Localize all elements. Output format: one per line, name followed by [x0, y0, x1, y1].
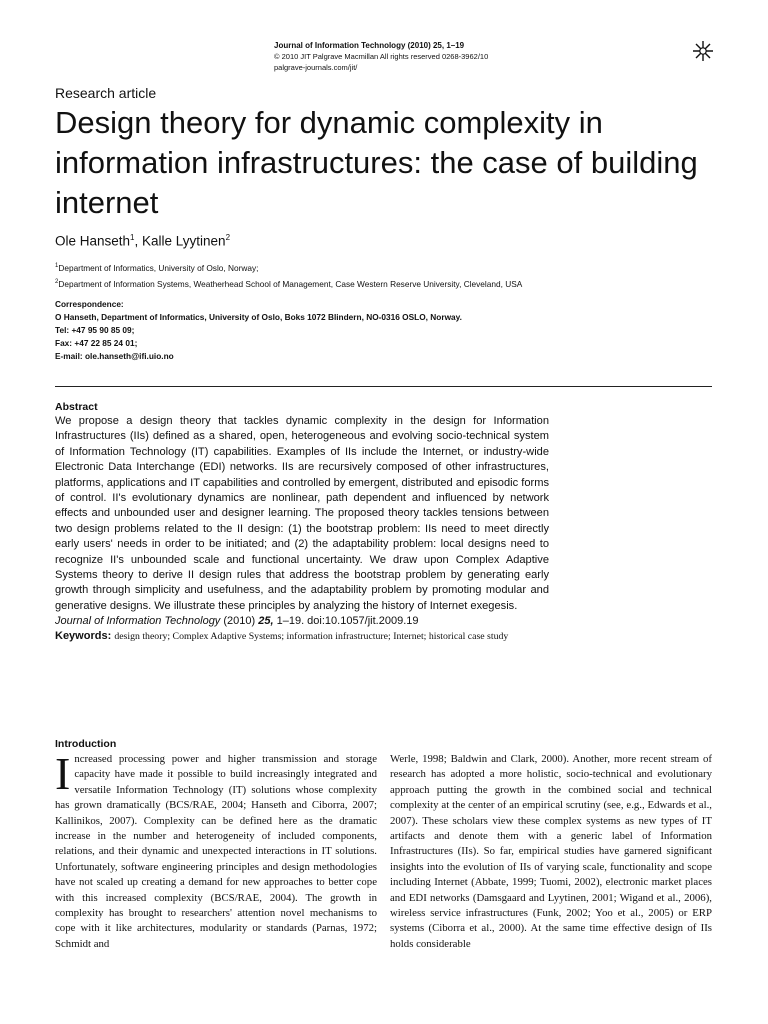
citation-year: (2010): [223, 615, 256, 628]
citation-pages-doi: 1–19. doi:10.1057/jit.2009.19: [276, 615, 419, 628]
journal-citation: Journal of Information Technology (2010) 25, 1–19: [274, 41, 465, 50]
correspondence-email[interactable]: E-mail: ole.hanseth@ifi.uio.no: [55, 351, 174, 361]
citation-line: [55, 614, 549, 629]
affiliation-mark: 2: [55, 278, 59, 285]
correspondence-label: Correspondence:: [55, 299, 124, 309]
affiliation-mark: 1: [55, 263, 59, 269]
introduction-paragraph-continued: Werle, 1998; Baldwin and Clark, 2000). Another, more recent stream of research has adopted a more holistic, socio-technical and evolutionary approach putting the growth in the combined social and technical complexity at the center of an empirical scrutiny (see, e.g., Edwards et al., 2007). These scholars view these complex systems as new types of IT artifacts and denote them with a generic label of Information Infrastructures (IIs). So far, empirical studies have garnered significant insights into the evolution of IIs of varying scale, functionality and scope including Internet (Abbate, 1999; Tuomi, 2002), electronic market places and EDI networks (Damsgaard and Lyytinen, 2001; Wigand et al., 2006), wireless service infrastructures (Funk, 2002; Yoo et al., 2005) or ERP systems (Ciborra et al., 2000). At the same time effective design of IIs holds considerable: [390, 753, 712, 950]
affiliation: [55, 275, 522, 291]
citation-volume: 25,: [258, 615, 274, 628]
affiliation-mark: 2: [225, 233, 231, 242]
affiliation-text: Department of Informatics, University of Oslo, Norway;: [58, 262, 259, 273]
abstract-heading: Abstract: [55, 401, 98, 413]
journal-header: [274, 40, 694, 73]
keywords-label: Keywords:: [55, 630, 112, 643]
author-name: Kalle Lyytinen: [142, 233, 226, 249]
introduction-heading: Introduction: [55, 738, 117, 750]
citation-journal: Journal of Information Technology: [55, 615, 221, 628]
introduction-paragraph: ncreased processing power and higher transmission and storage capacity have made it possible to build increasingly integrated and versatile Information Technology (IT) solutions whose complexity has grown dramatically (BCS/RAE, 2004; Hanseth and Ciborra, 2007; Kallinikos, 2007). Complexity can be defined here as the dramatic increase in the number and heterogeneity of included components, relations, and their dynamic and unexpected interactions in IT solutions. Unfortunately, software engineering principles and design methodologies have not scaled up creating a demand for new approaches to better cope with this increased complexity (BCS/RAE, 2004). The growth in complexity has brought to researchers' attention novel mechanisms to cope with it like architectures, modularity or standards (Parnas, 1972; Schmidt and: [55, 753, 377, 950]
correspondence-fax: Fax: +47 22 85 24 01;: [55, 338, 138, 348]
abstract-section: [55, 400, 549, 644]
author-name: Ole Hanseth: [55, 233, 131, 249]
drop-cap: I: [55, 748, 71, 799]
section-divider: [55, 386, 712, 387]
affiliation-mark: 1: [130, 233, 135, 242]
abstract-text: We propose a design theory that tackles dynamic complexity in the design for Information Infrastructures (IIs) defined as a shared, open, heterogeneous and evolving socio-technical system of Information Technology (IT) capabilities. Examples of IIs include the Internet, or industry-wide Electronic Data Interchange (EDI) networks. IIs are recursively composed of other infrastructures, platforms, applications and IT capabilities and controlled by emergent, distributed and episodic forms of control. II's evolutionary dynamics are nonlinear, path dependent and influenced by network effects and unbounded user and designer learning. The proposed theory tackles tensions between two design problems related to the II design: (1) the bootstrap problem: IIs need to meet directly early users' needs in order to be initiated; and (2) the adaptability problem: local designs need to recognize II's unbounded scale and functional uncertainty. We draw upon Complex Adaptive Systems theory to derive II design rules that address the bootstrap problem by generating early growth through simplicity and usefulness, and the adaptability problem by promoting modular and generative designs. We illustrate these principles by analyzing the history of Internet exegesis.: [55, 415, 549, 612]
journal-url: palgrave-journals.com/jit/: [274, 63, 358, 72]
correspondence-address: O Hanseth, Department of Informatics, University of Oslo, Boks 1072 Blindern, NO-0316 OSLO, Norway.: [55, 312, 462, 322]
correspondence-block: [55, 298, 462, 363]
affiliation-text: Department of Information Systems, Weatherhead School of Management, Case Western Reserve University, Cleveland, USA: [58, 278, 523, 289]
article-title: Design theory for dynamic complexity in information infrastructures: the case of building internet: [55, 105, 698, 220]
keywords: [55, 629, 549, 644]
body-column-left: [55, 748, 377, 952]
copyright-line: © 2010 JIT Palgrave Macmillan All rights reserved 0268-3962/10: [274, 52, 489, 61]
affiliations: [55, 259, 522, 291]
affiliation: [55, 259, 522, 275]
correspondence-tel: Tel: +47 95 90 85 09;: [55, 325, 135, 335]
author-list: Ole Hanseth$^1$, Kalle Lyytinen$^2$: [55, 233, 231, 249]
body-column-right: [390, 752, 712, 952]
palgrave-star-logo-icon: [692, 40, 714, 62]
keywords-text: design theory; Complex Adaptive Systems; information infrastructure; Internet; historical case study: [114, 631, 509, 643]
article-type: Research article: [55, 85, 157, 101]
